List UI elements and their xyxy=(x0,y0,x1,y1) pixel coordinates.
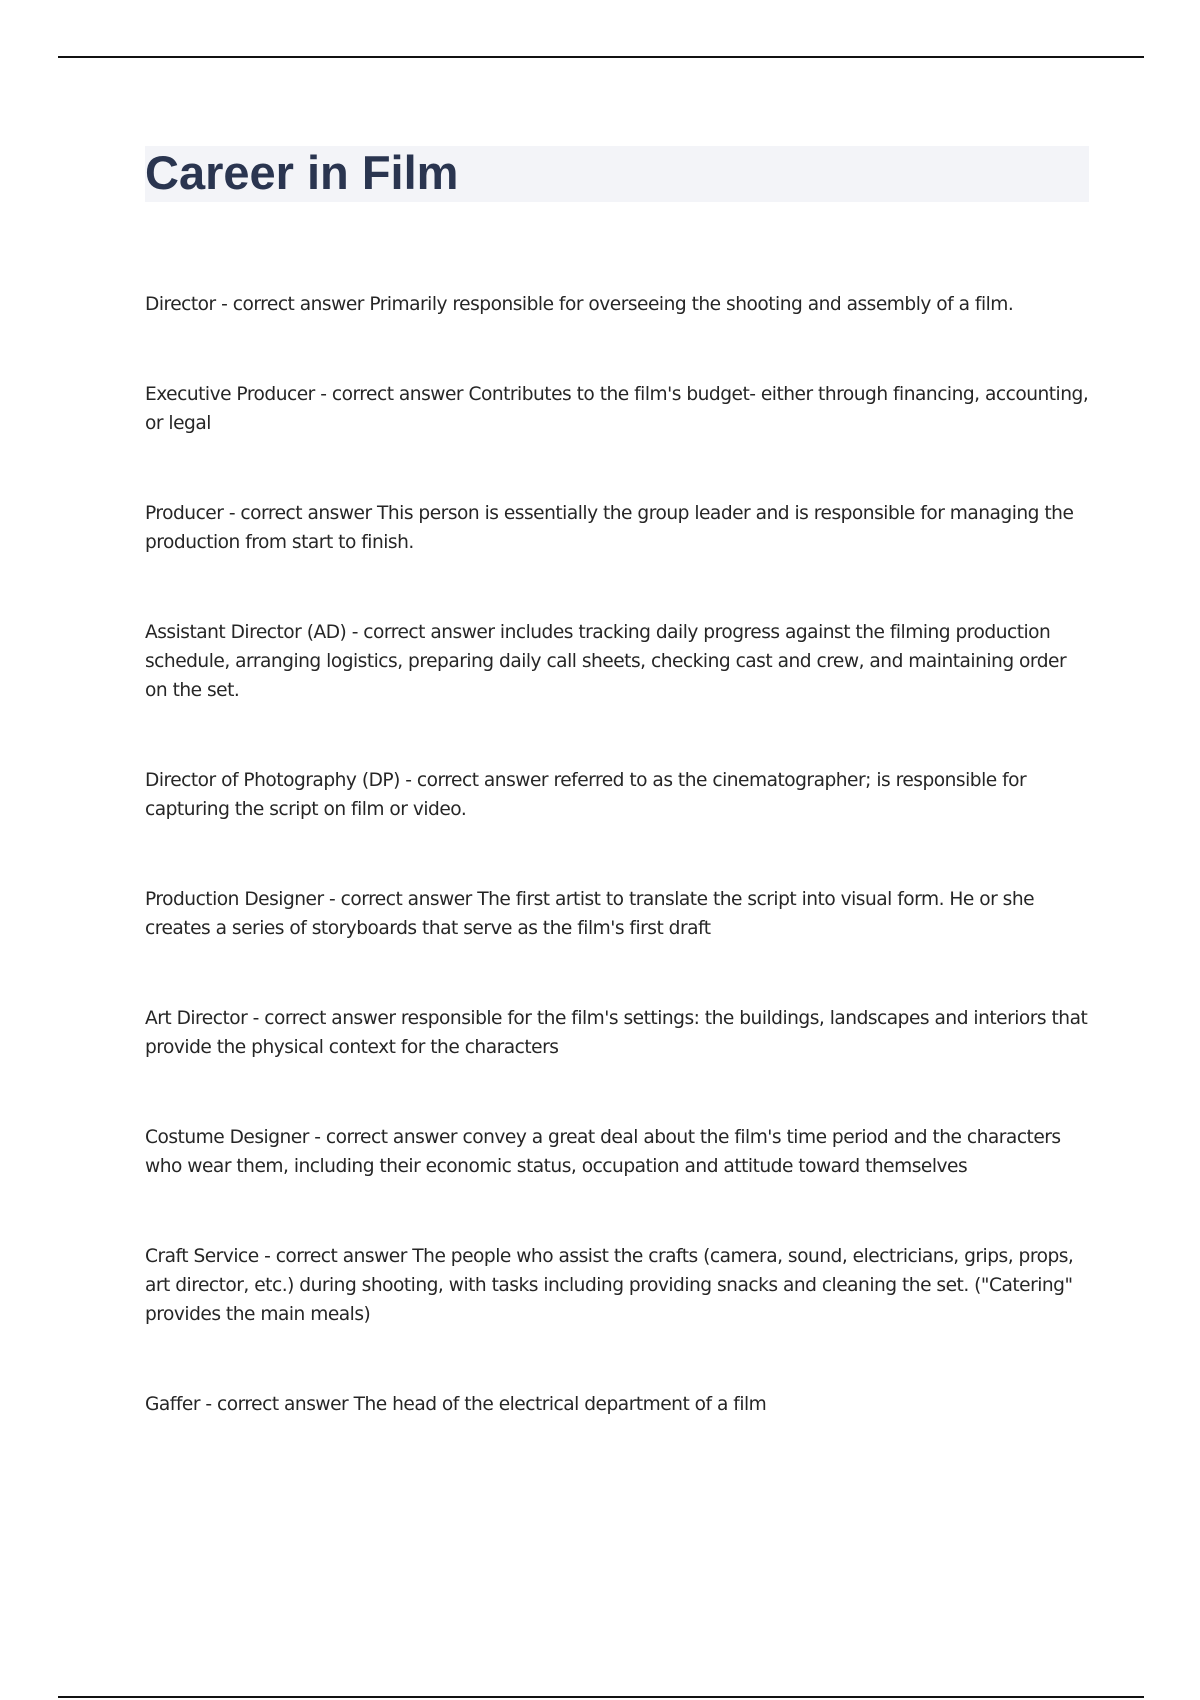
term: Director xyxy=(145,294,216,315)
qa-item-craft-service xyxy=(145,1242,1090,1329)
answer: Contributes to the film's budget- either through financing, accounting, or legal xyxy=(145,384,1089,434)
term: Production Designer xyxy=(145,889,324,910)
separator: - correct answer xyxy=(199,1394,354,1415)
separator: - correct answer xyxy=(308,1127,463,1148)
separator: - correct answer xyxy=(314,384,469,405)
separator: - correct answer xyxy=(247,1008,401,1029)
qa-item-assistant-director xyxy=(145,618,1090,705)
term: Art Director xyxy=(145,1008,248,1029)
term: Director of Photography (DP) xyxy=(145,770,400,791)
term: Craft Service xyxy=(145,1246,259,1267)
separator: - correct answer xyxy=(346,622,500,643)
top-rule xyxy=(58,56,1144,58)
answer: convey a great deal about the film's time period and the characters who wear them, including their economic status, occupation and attitude toward themselves xyxy=(145,1127,1061,1177)
qa-item-director-of-photography xyxy=(145,766,1090,824)
qa-item-costume-designer xyxy=(145,1123,1090,1181)
separator: - correct answer xyxy=(323,889,478,910)
qa-item-director xyxy=(145,290,1090,319)
term: Costume Designer xyxy=(145,1127,309,1148)
separator: - correct answer xyxy=(215,294,370,315)
qa-item-art-director xyxy=(145,1004,1090,1062)
bottom-rule xyxy=(58,1696,1144,1698)
separator: - correct answer xyxy=(258,1246,413,1267)
term: Executive Producer xyxy=(145,384,315,405)
term: Producer xyxy=(145,503,224,524)
answer: This person is essentially the group leader and is responsible for managing the production from start to finish. xyxy=(145,503,1074,553)
answer: The head of the electrical department of a film xyxy=(353,1394,767,1415)
qa-item-executive-producer xyxy=(145,380,1090,438)
answer: The people who assist the crafts (camera, sound, electricians, grips, props, art director, etc.) during shooting, with tasks including providing snacks and cleaning the set. ("Catering" provides the main meals) xyxy=(145,1246,1074,1325)
answer: responsible for the film's settings: the buildings, landscapes and interiors that provide the physical context for the characters xyxy=(145,1008,1088,1058)
answer: referred to as the cinematographer; is responsible for capturing the script on film or video. xyxy=(145,770,1027,820)
answer: Primarily responsible for overseeing the shooting and assembly of a film. xyxy=(369,294,1014,315)
term: Assistant Director (AD) xyxy=(145,622,347,643)
qa-item-production-designer xyxy=(145,885,1090,943)
term: Gaffer xyxy=(145,1394,200,1415)
separator: - correct answer xyxy=(399,770,554,791)
qa-item-producer xyxy=(145,499,1090,557)
answer: includes tracking daily progress against the filming production schedule, arranging logistics, preparing daily call sheets, checking cast and crew, and maintaining order on the set. xyxy=(145,622,1067,701)
page-title: Career in Film xyxy=(145,146,459,199)
qa-item-gaffer xyxy=(145,1390,1090,1419)
qa-list xyxy=(145,290,1090,1480)
answer: The first artist to translate the script into visual form. He or she creates a series of storyboards that serve as the film's first draft xyxy=(145,889,1035,939)
separator: - correct answer xyxy=(223,503,378,524)
